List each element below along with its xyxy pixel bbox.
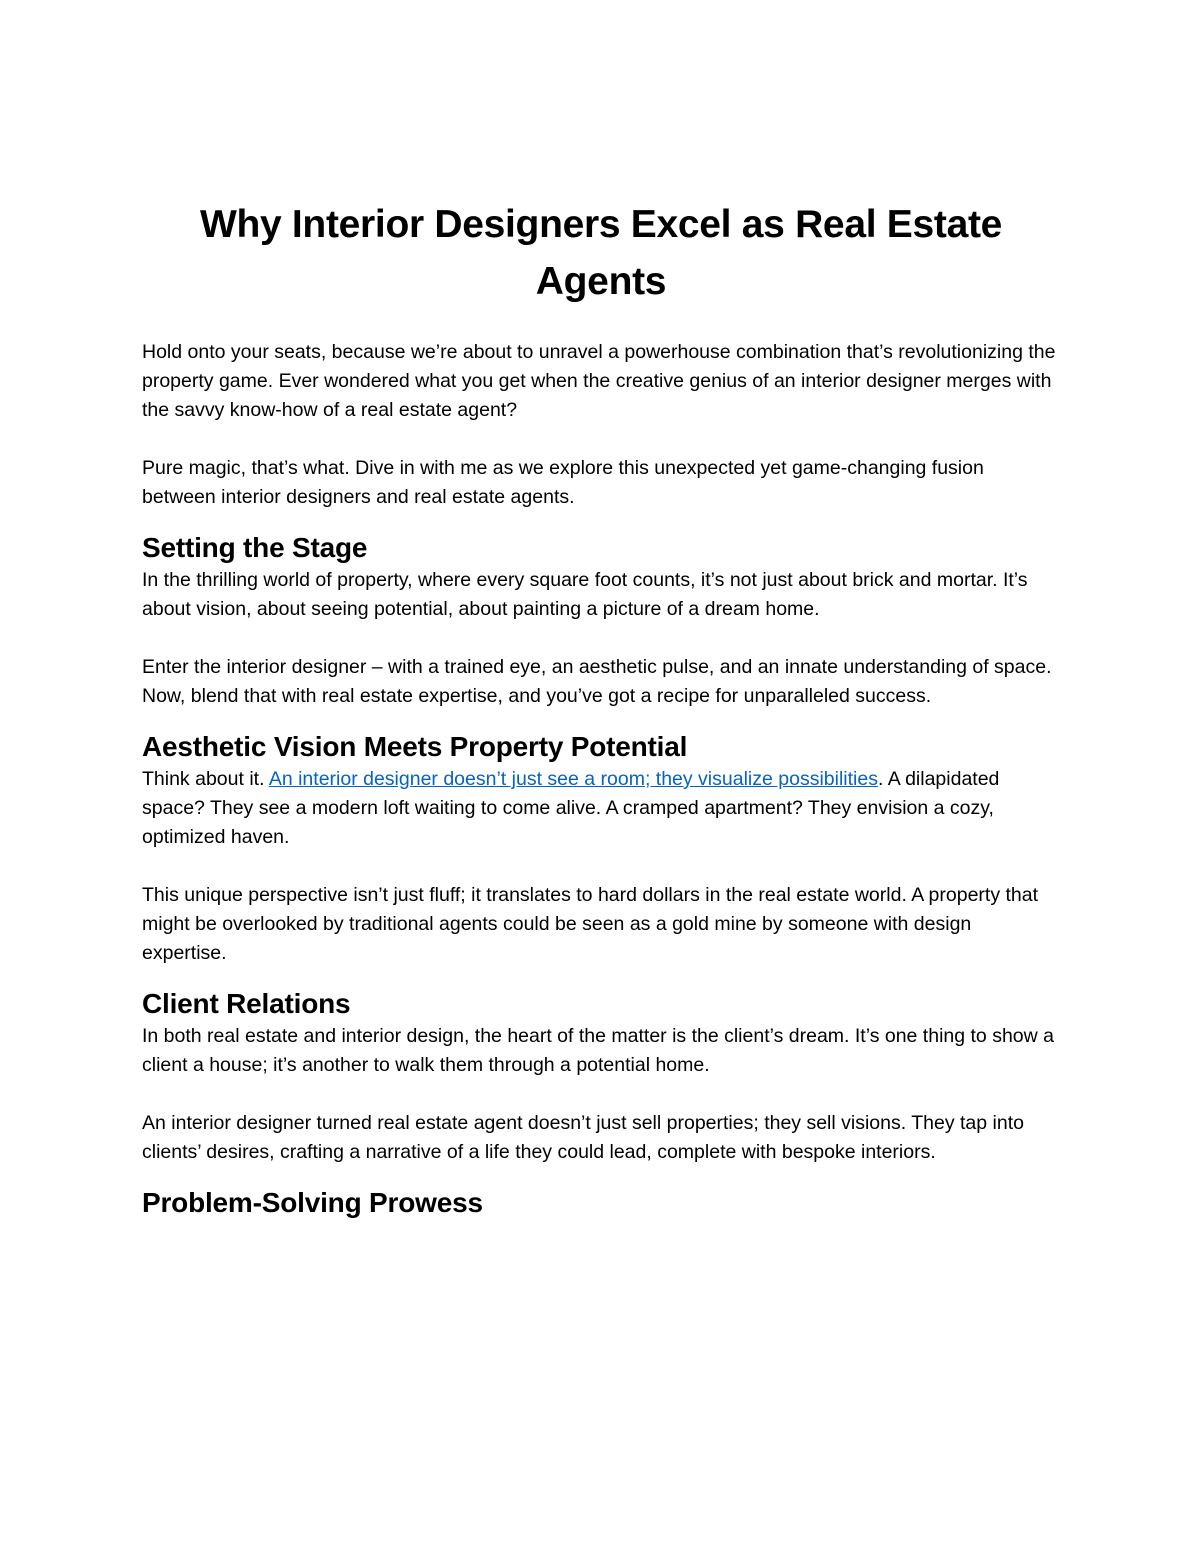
section-heading-aesthetic-vision: Aesthetic Vision Meets Property Potential (142, 731, 688, 762)
setting-stage-paragraph-2: Enter the interior designer – with a trained eye, an aesthetic pulse, and an innate understanding of space. Now, blend that with real estate expertise, and you’ve got a recipe for unparalleled success. (142, 656, 1052, 707)
section-heading-client-relations: Client Relations (142, 988, 351, 1019)
client-relations-paragraph-2: An interior designer turned real estate agent doesn’t just sell properties; they sell visions. They tap into clients’ desires, crafting a narrative of a life they could lead, complete with bespoke interiors. (142, 1112, 1024, 1163)
aesthetic-vision-paragraph-1 (142, 765, 1060, 852)
setting-stage-paragraph-1: In the thrilling world of property, where every square foot counts, it’s not just about brick and mortar. It’s about vision, about seeing potential, about painting a picture of a dream home. (142, 569, 1028, 620)
aesthetic-vision-text-before-link: Think about it. (142, 768, 269, 790)
section-heading-setting-the-stage: Setting the Stage (142, 532, 368, 563)
intro-paragraph-2: Pure magic, that’s what. Dive in with me as we explore this unexpected yet game-changing fusion between interior designers and real estate agents. (142, 457, 984, 508)
client-relations-paragraph-1: In both real estate and interior design, the heart of the matter is the client’s dream. It’s one thing to show a client a house; it’s another to walk them through a potential home. (142, 1025, 1054, 1076)
aesthetic-vision-paragraph-2: This unique perspective isn’t just fluff; it translates to hard dollars in the real estate world. A property that might be overlooked by traditional agents could be seen as a gold mine by someone with design expertise. (142, 884, 1039, 964)
section-heading-problem-solving: Problem-Solving Prowess (142, 1187, 483, 1218)
document-title: Why Interior Designers Excel as Real Estate Agents (199, 203, 1003, 303)
document-page (142, 196, 1060, 1221)
intro-paragraph-1: Hold onto your seats, because we’re about to unravel a powerhouse combination that’s revolutionizing the property game. Ever wondered what you get when the creative genius of an interior designer merges with the savvy know-how of a real estate agent? (142, 341, 1056, 421)
visualize-possibilities-link[interactable]: An interior designer doesn’t just see a room; they visualize possibilities (268, 768, 878, 790)
aesthetic-vision-text-after-link: . A dilapidated space? They see a modern loft waiting to come alive. A cramped apartment? They envision a cozy, optimized haven. (142, 768, 1000, 848)
